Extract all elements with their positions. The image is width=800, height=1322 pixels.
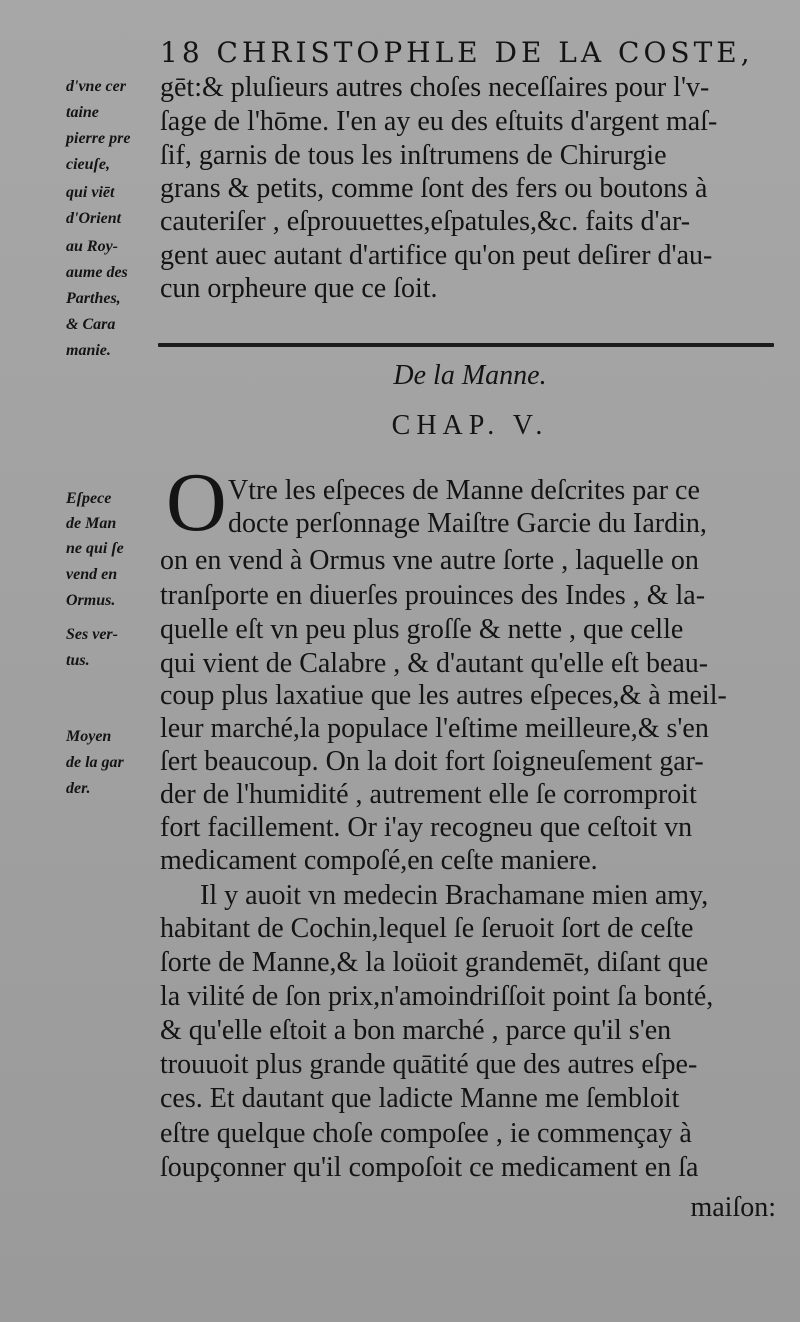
text-line: ſorte de Manne,& la loüoit grandemēt, diſant que xyxy=(160,947,709,978)
drop-cap: O xyxy=(166,456,227,549)
divider-rule xyxy=(158,343,774,347)
text-line: docte perſonnage Maiſtre Garcie du Iardin, xyxy=(228,508,707,539)
section-title: De la Manne. xyxy=(393,360,547,391)
margin-note-line: Ormus. xyxy=(66,592,116,609)
margin-note-line: aume des xyxy=(66,264,128,281)
text-line: gēt:& pluſieurs autres choſes neceſſaires pour l'v- xyxy=(160,72,710,103)
margin-note-line: taine xyxy=(66,104,99,121)
text-line: gent auec autant d'artifice qu'on peut deſirer d'au- xyxy=(160,240,713,271)
text-line: ſif, garnis de tous les inſtrumens de Chirurgie xyxy=(160,140,667,171)
text-line: Vtre les eſpeces de Manne deſcrites par ce xyxy=(228,475,700,506)
text-line: ſert beaucoup. On la doit fort ſoigneuſement gar- xyxy=(160,746,704,777)
margin-note-line: & Cara xyxy=(66,316,116,333)
text-line: Il y auoit vn medecin Brachamane mien amy, xyxy=(200,880,709,911)
margin-note-line: d'Orient xyxy=(66,210,122,227)
text-line: & qu'elle eſtoit a bon marché , parce qu'il s'en xyxy=(160,1015,672,1046)
margin-note-line: manie. xyxy=(66,342,111,359)
chapter-heading: CHAP. V. xyxy=(391,410,549,441)
text-line: cun orpheure que ce ſoit. xyxy=(160,273,438,304)
text-line: leur marché,la populace l'eſtime meilleure,& s'en xyxy=(160,713,709,744)
text-line: medicament compoſé,en ceſte maniere. xyxy=(160,845,598,876)
text-line: coup plus laxatiue que les autres eſpeces,& à meil- xyxy=(160,680,727,711)
text-line: on en vend à Ormus vne autre ſorte , laquelle on xyxy=(160,545,699,576)
margin-note-line: de la gar xyxy=(66,754,124,771)
text-line: der de l'humidité , autrement elle ſe corromproit xyxy=(160,779,697,810)
margin-note-line: cieuſe, xyxy=(66,156,110,173)
margin-note-line: d'vne cer xyxy=(66,78,126,95)
text-line: la vilité de ſon prix,n'amoindriſſoit point ſa bonté, xyxy=(160,981,714,1012)
margin-note-line: de Man xyxy=(66,515,117,532)
margin-note-line: au Roy- xyxy=(66,238,118,255)
text-line: tranſporte en diuerſes prouinces des Indes , & la- xyxy=(160,580,706,611)
text-line: trouuoit plus grande quātité que des autres eſpe- xyxy=(160,1049,698,1080)
margin-note-line: Eſpece xyxy=(66,490,112,507)
text-line: fort facillement. Or i'ay recogneu que ceſtoit vn xyxy=(160,812,693,843)
running-header: 18 CHRISTOPHLE DE LA COSTE, xyxy=(160,36,754,69)
text-line: eſtre quelque choſe compoſee , ie commençay à xyxy=(160,1118,692,1149)
margin-note-line: vend en xyxy=(66,566,118,583)
text-line: qui vient de Calabre , & d'autant qu'elle eſt beau- xyxy=(160,648,709,679)
margin-note-line: pierre pre xyxy=(66,130,131,147)
margin-note-line: der. xyxy=(66,780,91,797)
margin-note-line: qui viēt xyxy=(66,184,115,201)
catchword: maiſon: xyxy=(690,1192,776,1223)
margin-note-line: Moyen xyxy=(66,728,112,745)
margin-note-line: Ses ver- xyxy=(66,626,118,643)
text-line: habitant de Cochin,lequel ſe ſeruoit ſort de ceſte xyxy=(160,913,694,944)
margin-note-line: ne qui ſe xyxy=(66,540,124,557)
margin-note-line: tus. xyxy=(66,652,90,669)
text-line: quelle eſt vn peu plus groſſe & nette , que celle xyxy=(160,614,684,645)
text-line: grans & petits, comme ſont des fers ou boutons à xyxy=(160,173,708,204)
text-line: ces. Et dautant que ladicte Manne me ſembloit xyxy=(160,1083,680,1114)
text-line: ſage de l'hōme. I'en ay eu des eſtuits d'argent maſ- xyxy=(160,106,718,137)
text-line: cauteriſer , eſprouuettes,eſpatules,&c. faits d'ar- xyxy=(160,206,691,237)
margin-note-line: Parthes, xyxy=(66,290,121,307)
text-line: ſoupçonner qu'il compoſoit ce medicament en ſa xyxy=(160,1152,699,1183)
